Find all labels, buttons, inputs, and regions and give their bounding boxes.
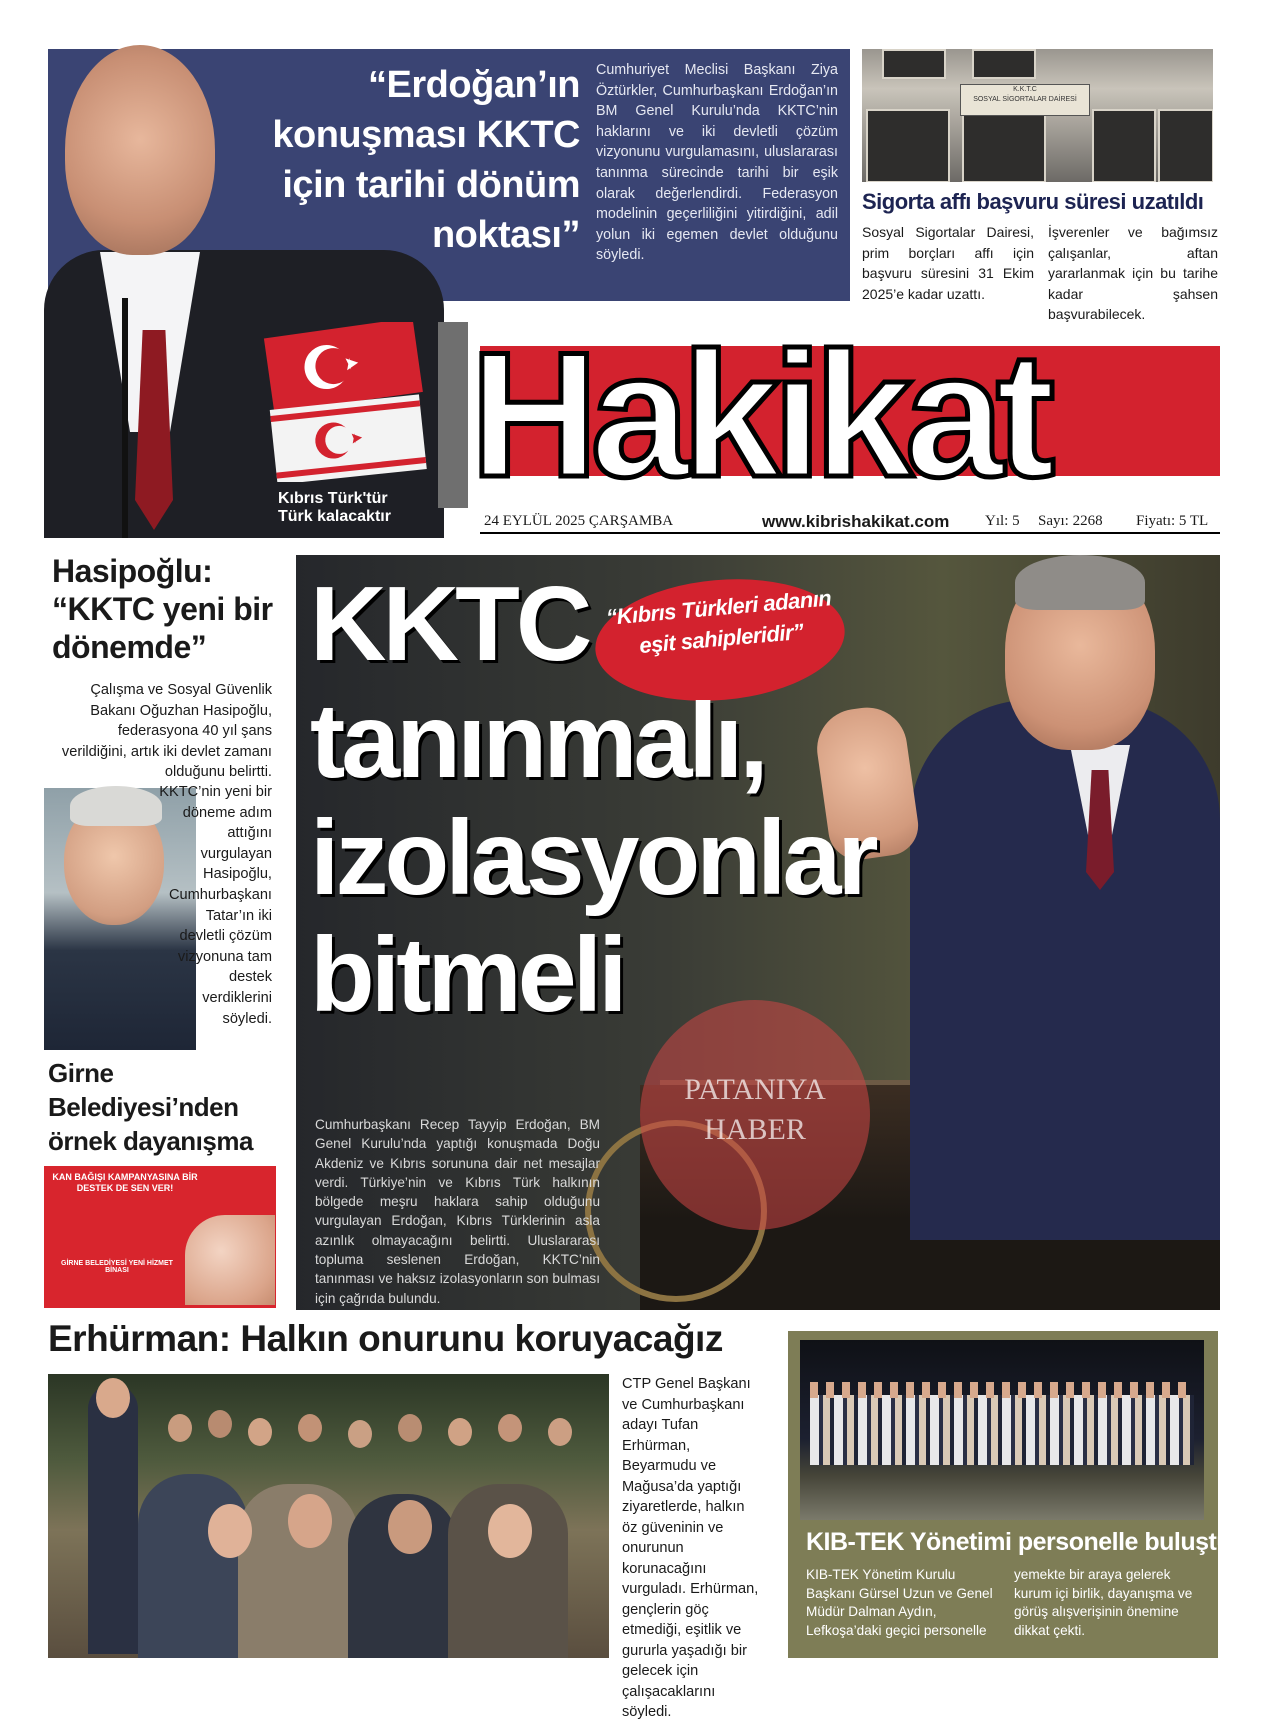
blood-donation-ad-arm (185, 1215, 275, 1305)
hasipoglu-headline: Hasipoğlu: “KKTC yeni bir dönemde” (52, 553, 273, 665)
sigorta-col-2: İşverenler ve bağımsız çalışanlar, aftan yararlanmak için bu tarihe kadar şahsen başvurabilecek. (1048, 224, 1218, 322)
flags-image (258, 322, 438, 482)
erhurman-headline: Erhürman: Halkın onurunu koruyacağız (48, 1318, 723, 1359)
main-story-body: Cumhurbaşkanı Recep Tayyip Erdoğan, BM Genel Kurulu’nda yaptığı konuşmada Doğu Akdeniz ve Kıbrıs sorununa dair net mesajlar verdi. Türkiye’nin ve Kıbrıs Türk halkının bölgede meşru haklara sahip olduğunu vurgulayan Erdoğan, Kıbrıs Türklerinin asla azınlık olmayacağını belirtti. Uluslararası topluma seslenen Erdoğan, KKTC’nin tanınması ve haksız izolasyonların son bulması için çağrıda bulundu. (315, 1117, 600, 1306)
kibtek-photo (800, 1340, 1204, 1520)
issue-price: Fiyatı: 5 TL (1136, 513, 1209, 529)
masthead-rule (480, 532, 1220, 534)
erhurman-photo (48, 1374, 609, 1658)
website-link[interactable]: www.kibrishakikat.com (762, 512, 950, 531)
speaker-hair (1015, 555, 1145, 610)
erhurman-body: CTP Genel Başkanı ve Cumhurbaşkanı adayı Tufan Erhürman, Beyarmudu ve Mağusa’da yaptığı ziyaretlerde, halkın öz güveninin ve onurunun korunacağını vurguladı. Erhürman, gençlerin göç etmediği, eşitlik ve gururla yaşadığı bir gelecek için çalışacaklarını söyledi. (622, 1376, 759, 1720)
quote-badge-text: “Kıbrıs Türkleri adanın eşit sahipleridir” (605, 585, 833, 659)
top-story-quote: “Erdoğan’ın konuşması KKTC için tarihi dönüm noktası” (272, 64, 580, 256)
issue-year: Yıl: 5 (985, 513, 1020, 529)
girne-headline: Girne Belediyesi’nden örnek dayanışma (48, 1058, 253, 1156)
blood-donation-ad-title: KAN BAĞIŞI KAMPANYASINA BİR DESTEK DE SEN VER! (52, 1172, 198, 1193)
flag-caption: Kıbrıs Türk'tür Türk kalacaktır (278, 490, 391, 525)
hasipoglu-hair (70, 786, 162, 826)
blood-donation-ad-footer: GİRNE BELEDİYESİ YENİ HİZMET BİNASI (61, 1260, 173, 1274)
masthead-logo: Hakikat (470, 315, 1048, 514)
top-story-body: Cumhuriyet Meclisi Başkanı Ziya Öztürkler, Cumhurbaşkanı Erdoğan’ın BM Genel Kurulu’nda KKTC’nin haklarını ve iki devletli çözüm vizyonunu vurgulamasını, uluslararası tanınma sürecinde tarihi bir eşik olarak değerlendirdi. Federasyon modelinin geçerliliğini yitirdiğini, adil yolun iki egemen devlet olduğunu söyledi. (596, 62, 838, 264)
sigorta-sign: K.K.T.C SOSYAL SİGORTALAR DAİRESİ (960, 84, 1090, 116)
hasipoglu-text-1: Çalışma ve Sosyal Güvenlik Bakanı Oğuzhan Hasipoğlu, federasyona 40 yıl şans verildiğini, artık iki devlet zamanı olduğunu belirtti. (61, 682, 272, 781)
issue-number: Sayı: 2268 (1038, 513, 1103, 529)
issue-date: 24 EYLÜL 2025 ÇARŞAMBA (484, 513, 674, 529)
kibtek-col-2: yemekte bir araya gelerek kurum içi birlik, dayanışma ve görüş alışverişinin önemine dikkat çekti. (1014, 1567, 1193, 1638)
watermark-text: PATANIYA HABER (684, 1073, 826, 1146)
hasipoglu-text-2: KKTC’nin yeni bir döneme adım attığını vurgulayan Hasipoğlu, Cumhurbaşkanı Tatar’ın iki devletli çözüm vizyonuna tam destek verdiklerini söyledi. (159, 784, 272, 1027)
masthead-grey-bar (438, 322, 468, 508)
sigorta-col-1: Sosyal Sigortalar Dairesi, prim borçları affı için başvuru süresini 31 Ekim 2025’e kadar uzattı. (862, 224, 1034, 302)
top-person-photo (65, 45, 215, 255)
microphone-icon (122, 298, 128, 538)
kibtek-headline: KIB-TEK Yönetimi personelle buluştu (806, 1528, 1232, 1556)
main-headline: KKTC tanınmalı, izolasyonlar bitmeli (310, 565, 875, 1034)
sigorta-headline: Sigorta affı başvuru süresi uzatıldı (862, 189, 1204, 214)
watermark-stamp (640, 1000, 870, 1230)
kibtek-col-1: KIB-TEK Yönetim Kurulu Başkanı Gürsel Uzun ve Genel Müdür Dalman Aydın, Lefkoşa’daki geçici personelle (806, 1567, 993, 1638)
